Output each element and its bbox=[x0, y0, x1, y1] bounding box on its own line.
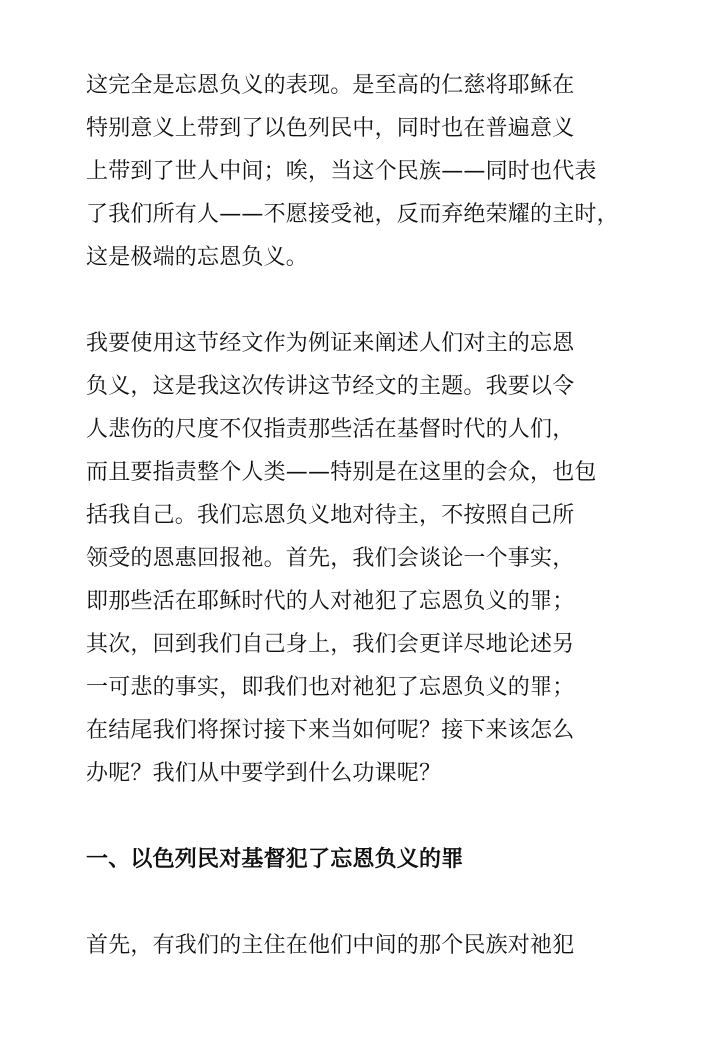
text-line: 领受的恩惠回报祂。首先，我们会谈论一个事实， bbox=[86, 546, 575, 571]
text-line: 了我们所有人——不愿接受祂，反而弃绝荣耀的主时， bbox=[86, 202, 619, 227]
text-line: 这完全是忘恩负义的表现。是至高的仁慈将耶稣在 bbox=[86, 73, 575, 98]
paragraph-ingratitude bbox=[86, 64, 720, 279]
section-heading-text: 一、以色列民对基督犯了忘恩负义的罪 bbox=[86, 847, 464, 872]
text-line: 括我自己。我们忘恩负义地对待主，不按照自己所 bbox=[86, 503, 575, 528]
text-line: 一可悲的事实，即我们也对祂犯了忘恩负义的罪； bbox=[86, 675, 575, 700]
text-line: 上带到了世人中间；唉，当这个民族——同时也代表 bbox=[86, 159, 597, 184]
text-line: 这是极端的忘恩负义。 bbox=[86, 245, 309, 270]
paragraph-gap bbox=[86, 881, 720, 924]
text-line: 办呢？我们从中要学到什么功课呢？ bbox=[86, 761, 442, 786]
text-line: 首先，有我们的主住在他们中间的那个民族对祂犯 bbox=[86, 933, 575, 958]
text-line: 在结尾我们将探讨接下来当如何呢？接下来该怎么 bbox=[86, 718, 575, 743]
text-line: 人悲伤的尺度不仅指责那些活在基督时代的人们， bbox=[86, 417, 575, 442]
text-line: 我要使用这节经文作为例证来阐述人们对主的忘恩 bbox=[86, 331, 575, 356]
paragraph-section-one bbox=[86, 924, 720, 967]
text-line: 其次，回到我们自己身上，我们会更详尽地论述另 bbox=[86, 632, 575, 657]
section-heading bbox=[86, 838, 720, 881]
text-line: 而且要指责整个人类——特别是在这里的会众，也包 bbox=[86, 460, 597, 485]
text-line: 即那些活在耶稣时代的人对祂犯了忘恩负义的罪； bbox=[86, 589, 575, 614]
text-line: 特别意义上带到了以色列民中，同时也在普遍意义 bbox=[86, 116, 575, 141]
paragraph-theme bbox=[86, 322, 720, 795]
paragraph-gap bbox=[86, 795, 720, 838]
paragraph-gap bbox=[86, 279, 720, 322]
text-line: 负义，这是我这次传讲这节经文的主题。我要以令 bbox=[86, 374, 575, 399]
